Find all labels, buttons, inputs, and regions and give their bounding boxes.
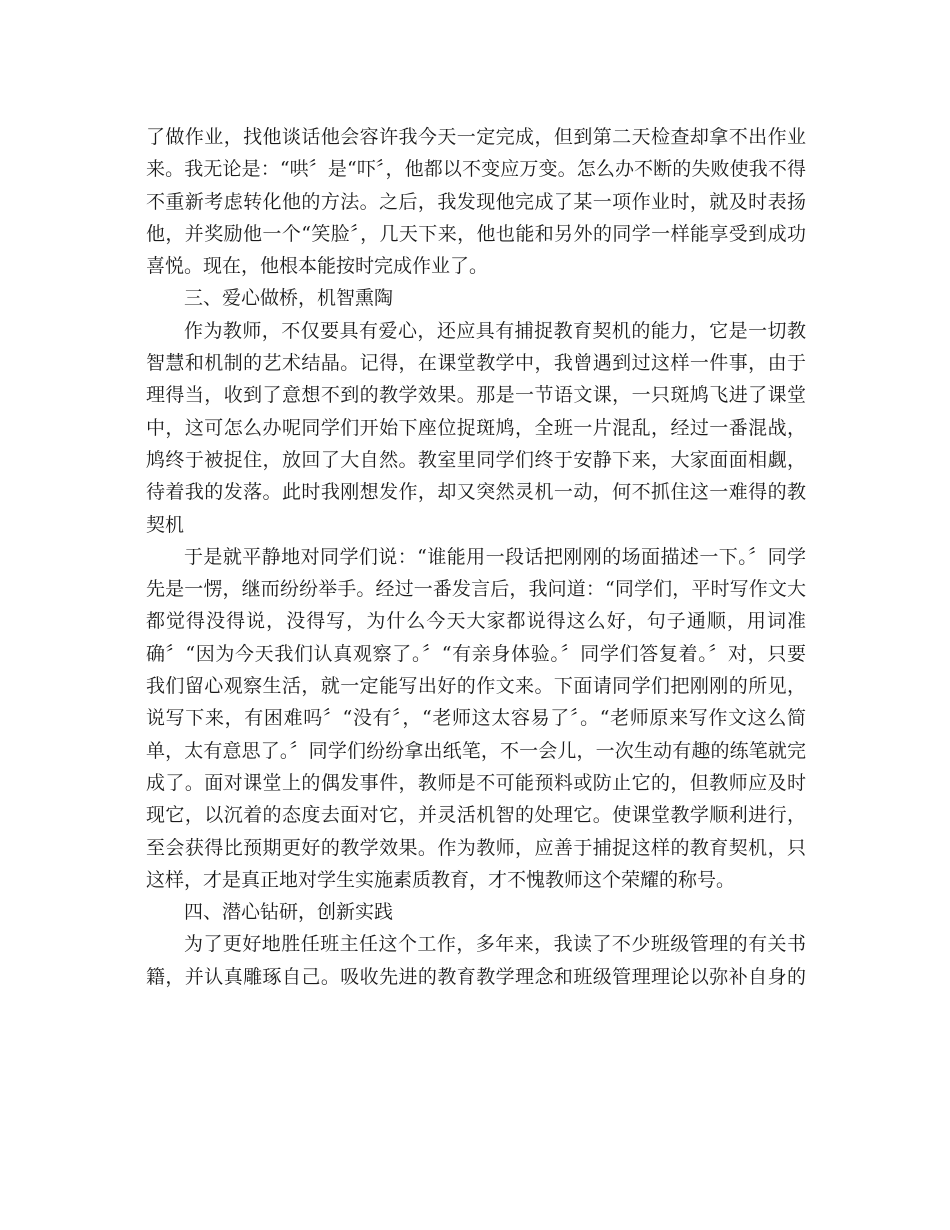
text-line: 为了更好地胜任班主任这个工作，多年来，我读了不少班级管理的有关书 [184, 933, 806, 956]
text-line: 成了。面对课堂上的偶发事件，教师是不可能预料或防止它的，但教师应及时 [146, 771, 806, 794]
text-line: 说写下来，有困难吗〞“没有〞，“老师这太容易了〞。“老师原来写作文这么简 [146, 707, 806, 730]
text-line: 籍，并认真雕琢自己。吸收先进的教育教学理念和班级管理理论以弥补自身的 [146, 965, 806, 988]
text-line: 待着我的发落。此时我刚想发作，却又突然灵机一动，何不抓住这一难得的教 [146, 481, 806, 504]
text-line: 这样，才是真正地对学生实施素质教育，才不愧教师这个荣耀的称号。 [146, 868, 736, 891]
text-line: 智慧和机制的艺术结晶。记得，在课堂教学中，我曾遇到过这样一件事，由于 [146, 352, 806, 375]
text-line: 都觉得没得说，没得写，为什么今天大家都说得这么好，句子通顺，用词准 [146, 610, 806, 633]
text-line: 先是一愣，继而纷纷举手。经过一番发言后，我问道：“同学们，平时写作文大 [146, 578, 806, 601]
text-line: 现它，以沉着的态度去面对它，并灵活机智的处理它。使课堂教学顺利进行， [146, 804, 806, 827]
text-line: 作为教师，不仅要具有爱心，还应具有捕捉教育契机的能力，它是一切教 [184, 319, 806, 342]
text-line: 中，这可怎么办呢同学们开始下座位捉斑鸠，全班一片混乱，经过一番混战， [146, 416, 806, 439]
section-heading: 四、潜心钻研，创新实践 [184, 901, 394, 924]
text-line: 确〞“因为今天我们认真观察了。〞“有亲身体验。〞同学们答复着。〞对，只要 [146, 642, 806, 665]
text-line: 鸠终于被捉住，放回了大自然。教室里同学们终于安静下来，大家面面相觑， [146, 448, 806, 471]
section-heading: 三、爱心做桥，机智熏陶 [184, 287, 394, 310]
text-line: 我们留心观察生活，就一定能写出好的作文来。下面请同学们把刚刚的所见， [146, 675, 806, 698]
text-line: 理得当，收到了意想不到的教学效果。那是一节语文课，一只斑鸠飞进了课堂 [146, 384, 806, 407]
text-line: 他，并奖励他一个“笑脸〞，几天下来，他也能和另外的同学一样能享受到成功 [146, 222, 806, 245]
document-page [146, 121, 806, 993]
text-line: 喜悦。现在，他根本能按时完成作业了。 [146, 255, 489, 278]
text-line: 于是就平静地对同学们说：“谁能用一段话把刚刚的场面描述一下。〞同学 [184, 545, 806, 568]
text-line: 来。我无论是：“哄〞是“吓〞，他都以不变应万变。怎么办不断的失败使我不得 [146, 158, 806, 181]
text-line: 至会获得比预期更好的教学效果。作为教师，应善于捕捉这样的教育契机，只 [146, 836, 806, 859]
text-line: 单，太有意思了。〞同学们纷纷拿出纸笔，不一会儿，一次生动有趣的练笔就完 [146, 739, 806, 762]
text-line: 不重新考虑转化他的方法。之后，我发现他完成了某一项作业时，就及时表扬 [146, 190, 806, 213]
text-line: 契机 [146, 513, 185, 536]
text-line: 了做作业，找他谈话他会容许我今天一定完成，但到第二天检查却拿不出作业 [146, 126, 806, 148]
